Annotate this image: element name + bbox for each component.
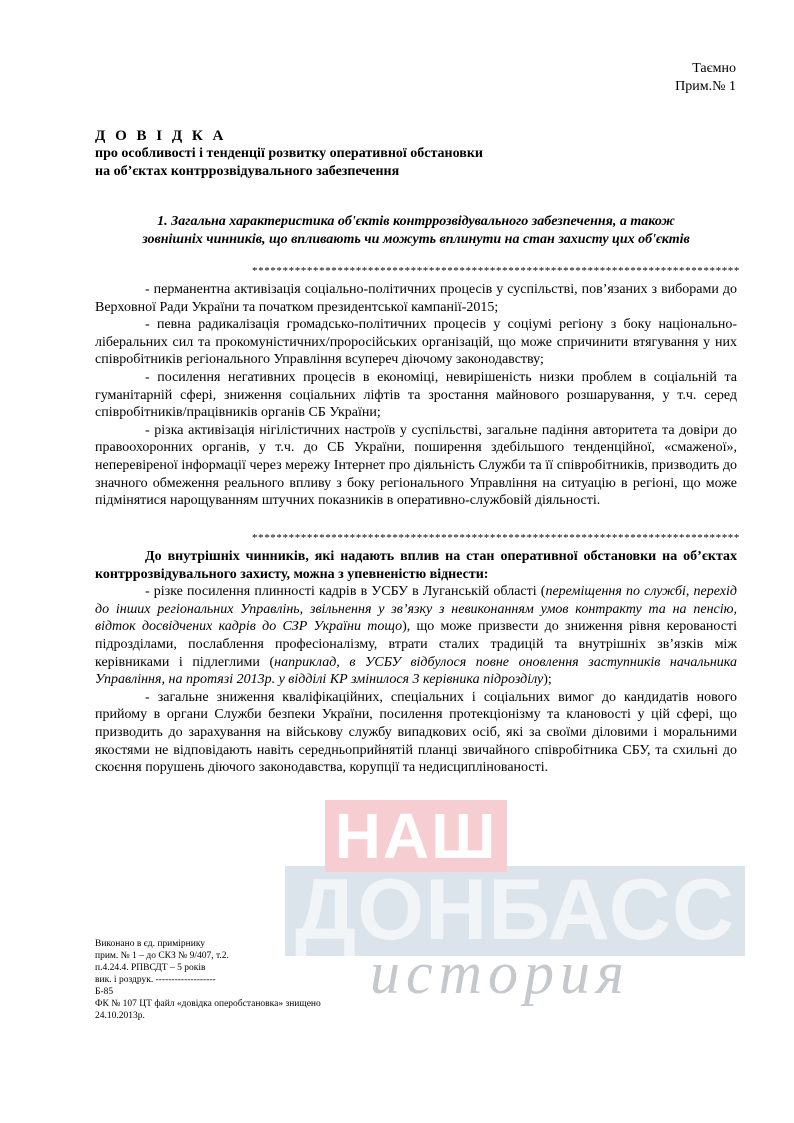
copy-number: Прим.№ 1 — [675, 79, 736, 94]
watermark-middle-text: ДОНБАСС — [295, 862, 735, 958]
section-1-heading-line-2: зовнішніх чинників, що впливають чи можуть вплинути на стан захисту цих об'єктів — [142, 232, 690, 247]
footer-line: 24.10.2013р. — [95, 1011, 145, 1021]
text-span: ); — [543, 672, 552, 688]
footer-line: п.4.24.4. РПВСДТ – 5 років — [95, 963, 206, 973]
paragraph: - посилення негативних процесів в економіці, невирішеність низки проблем в соціальній та гуманітарній сфері, зниження соціальних ліфтів та зростання майнового розшарування, у т.ч. серед співробітників/працівників органів СБ України; — [95, 369, 737, 421]
paragraph: - перманентна активізація соціально-політичних процесів у суспільстві, пов’язаних з виборами до Верховної Ради України та початком президентської кампанії-2015; — [95, 282, 737, 315]
section-1-heading — [95, 213, 737, 249]
document-subtitle-line-2: на об’єктах контррозвідувального забезпечення — [95, 164, 400, 179]
footer-line: вик. і роздрук. ------------------- — [95, 975, 216, 985]
paragraph: - певна радикалізація громадсько-політичних процесів у соціумі регіону з боку національно-ліберальних сил та прокомуністичних/проросійських організацій, що може спричинити втягування у них співробітників регіонального Управління всупереч діючому законодавству; — [95, 317, 737, 368]
text-span: ), що може призвести до зниження рівня керованості підрозділами, послаблення професіоналізму, втрати сталих традицій та внутрішніх зв’язків між керівниками і підлеглими ( — [95, 619, 737, 670]
footer-line: Б-85 — [95, 987, 114, 997]
footer-line: прим. № 1 – до СКЗ № 9/407, т.2. — [95, 951, 229, 961]
footer-line: ФК № 107 ЦТ файл «довідка оперобстановка» знищено — [95, 999, 321, 1009]
separator-line: ******************************************************************************** — [252, 532, 740, 544]
document-subtitle-line-1: про особливості і тенденції розвитку оперативної обстановки — [95, 146, 483, 161]
internal-factors-block — [95, 548, 737, 777]
watermark-bottom-text: история — [370, 940, 630, 1006]
footer-line: Виконано в єд. примірнику — [95, 939, 206, 949]
section-1-heading-line-1: 1. Загальна характеристика об'єктів контррозвідувального забезпечення, а також — [157, 214, 675, 229]
internal-factors-lead: До внутрішніх чинників, які надають вплив на стан оперативної обстановки на об’єктах контррозвідувального захисту, можна з упевненістю віднести: — [95, 549, 737, 582]
italic-note: переміщення по службі, перехід до інших регіональних Управлінь, звільнення у зв’язку з невиконанням умов контракту та на пенсію, відток досвідчених кадрів до СЗР України тощо — [95, 584, 737, 635]
paragraph: - різка активізація нігілістичних настроїв у суспільстві, загальне падіння авторитета та довіри до правоохоронних органів, у т.ч. до СБ України, поширення здебільшого тенденційної, «смаженої», неперевіреної інформації через мережу Інтернет про діяльність Служби та її співробітників, призводить до значного обмеження реального впливу з боку регіонального Управління на ситуацію в регіоні, що може підмінятися нарощуванням штучних показників в оперативно-службовій діяльності. — [95, 422, 737, 509]
external-factors-block — [95, 281, 737, 510]
watermark-top-text: НАШ — [325, 800, 507, 872]
separator-line: ******************************************************************************** — [252, 265, 740, 277]
text-span: - різке посилення плинності кадрів в УСБУ в Луганській області ( — [145, 584, 546, 600]
italic-note: наприклад, в УСБУ відбулося повне оновлення заступників начальника Управління, на протязі 2013р. у відділі КР змінилося 3 керівника підрозділу — [95, 654, 737, 688]
paragraph — [95, 583, 737, 689]
paragraph: - загальне зниження кваліфікаційних, спеціальних і соціальних вимог до кандидатів нового прийому в органи Служби безпеки України, посилення протекціонізму та клановості у цій сфері, що призводить до зарахування на військову службу випадкових осіб, які за своїми діловими і моральними якостями не відповідають навіть середньоприйнятій планці звичайного співробітника СБУ, та схильні до скоєння порушень діючого законодавства, корупції та недисциплінованості. — [95, 689, 737, 776]
document-title: Д О В І Д К А — [95, 128, 227, 144]
document-title-block — [95, 127, 695, 181]
secrecy-stamp: Таємно — [692, 61, 736, 76]
execution-note — [95, 938, 425, 1022]
